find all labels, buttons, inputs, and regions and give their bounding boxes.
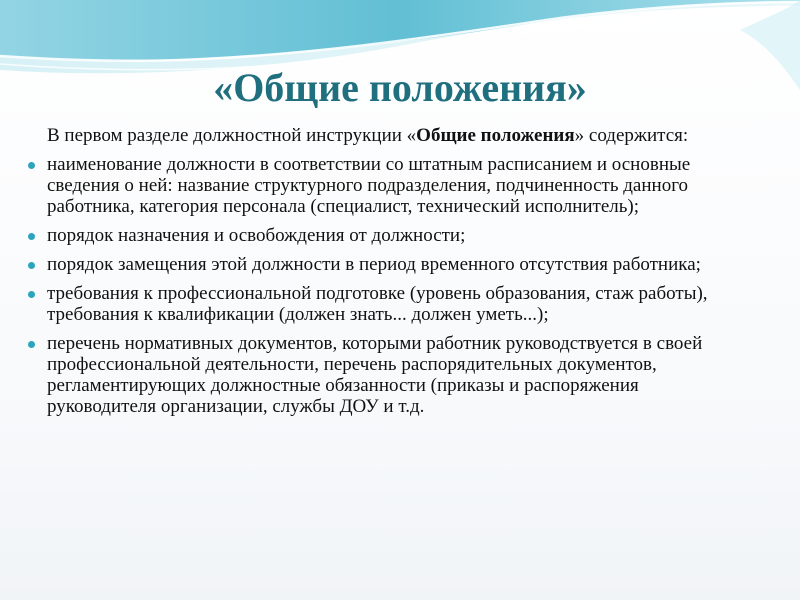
list-item xyxy=(23,283,723,325)
slide-title: «Общие положения» xyxy=(213,65,587,110)
bullet-icon xyxy=(28,341,35,348)
list-item-text: требования к профессиональной подготовке (уровень образования, стаж работы), требования к квалификации (должен знать... должен уметь...); xyxy=(47,283,708,325)
intro-text-start: В первом разделе должностной инструкции « xyxy=(47,125,417,146)
list-item xyxy=(23,225,723,246)
list-item xyxy=(23,333,723,417)
list-item-text: порядок замещения этой должности в период временного отсутствия работника; xyxy=(47,254,701,275)
list-item xyxy=(23,254,723,275)
list-item xyxy=(23,154,723,217)
bullet-icon xyxy=(28,262,35,269)
slide-body xyxy=(47,125,747,425)
intro-text-end: » содержится: xyxy=(574,125,689,146)
list-item-text: наименование должности в соответствии со штатным расписанием и основные сведения о ней: название структурного подразделения, подчиненность данного работника, категория персонала (специалист, технический исполнитель); xyxy=(47,154,691,217)
bullet-icon xyxy=(28,233,35,240)
bullet-icon xyxy=(28,162,35,169)
list-item-text: перечень нормативных документов, которыми работник руководствуется в своей профессиональной деятельности, перечень распорядительных документов, регламентирующих должностные обязанности (приказы и распоряжения руководителя организации, службы ДОУ и т.д. xyxy=(47,333,703,417)
list-item-text: порядок назначения и освобождения от должности; xyxy=(47,225,466,246)
bullet-list xyxy=(47,154,747,417)
intro-paragraph xyxy=(47,125,747,146)
bullet-icon xyxy=(28,291,35,298)
intro-bold-text: Общие положения xyxy=(416,125,575,146)
